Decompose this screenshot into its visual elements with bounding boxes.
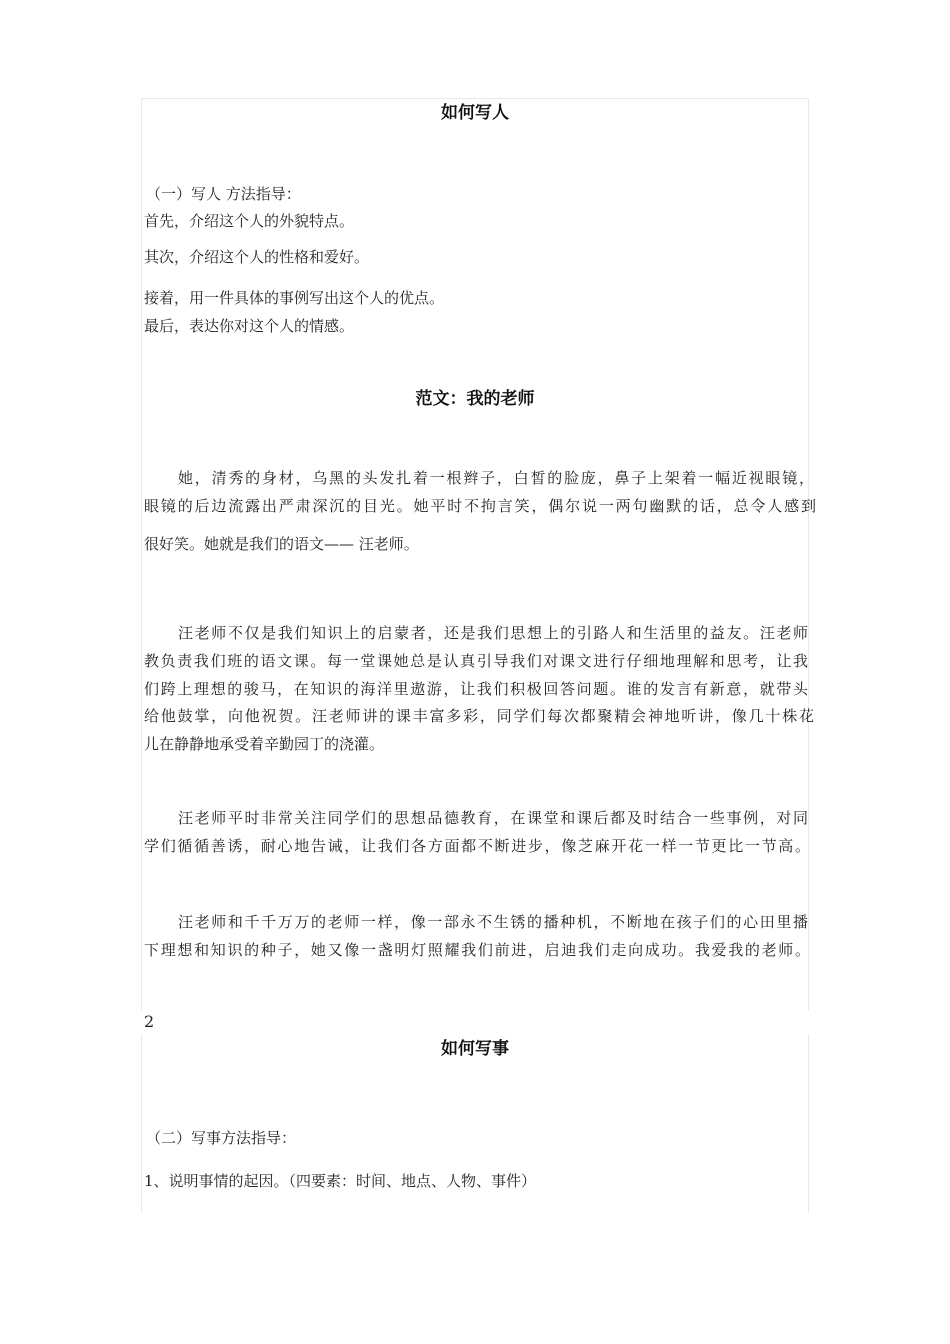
- paragraph-2-line-2: 教负责我们班的语文课。每一堂课她总是认真引导我们对课文进行仔细地理解和思考，让我: [144, 652, 808, 670]
- page-frame-left-2: [141, 1034, 142, 1212]
- sample-title: 范文：我的老师: [415, 389, 535, 409]
- paragraph-1-line-3: 很好笑。她就是我们的语文—— 汪老师。: [144, 535, 419, 553]
- section1-step-4: 最后，表达你对这个人的情感。: [144, 317, 355, 335]
- section1-title: 如何写人: [441, 103, 509, 123]
- paragraph-2-line-5: 儿在静静地承受着辛勤园丁的浇灌。: [144, 735, 385, 753]
- page-frame-right: [808, 98, 809, 1010]
- paragraph-2-line-1: 汪老师不仅是我们知识上的启蒙者，还是我们思想上的引路人和生活里的益友。汪老师: [178, 624, 808, 642]
- paragraph-3-line-1: 汪老师平时非常关注同学们的思想品德教育，在课堂和课后都及时结合一些事例，对同: [178, 809, 808, 827]
- paragraph-1-line-2: 眼镜的后边流露出严肃深沉的目光。她平时不拘言笑，偶尔说一两句幽默的话，总令人感到: [144, 497, 816, 515]
- section2-title: 如何写事: [441, 1039, 509, 1059]
- section1-step-3: 接着，用一件具体的事例写出这个人的优点。: [144, 289, 445, 307]
- paragraph-4-line-1: 汪老师和千千万万的老师一样，像一部永不生锈的播种机，不断地在孩子们的心田里播: [178, 913, 808, 931]
- paragraph-4-line-2: 下理想和知识的种子，她又像一盏明灯照耀我们前进，启迪我们走向成功。我爱我的老师。: [144, 941, 810, 959]
- section1-method-heading: （一）写人 方法指导：: [146, 185, 301, 203]
- page-frame-left: [141, 98, 142, 1010]
- page-frame-top: [141, 98, 809, 99]
- section1-step-2: 其次，介绍这个人的性格和爱好。: [144, 248, 370, 266]
- section1-step-1: 首先，介绍这个人的外貌特点。: [144, 212, 355, 230]
- page-frame-right-2: [808, 1034, 809, 1212]
- page-number: 2: [144, 1012, 155, 1031]
- paragraph-3-line-2: 学们循循善诱，耐心地告诫，让我们各方面都不断进步，像芝麻开花一样一节更比一节高。: [144, 837, 810, 855]
- paragraph-2-line-4: 给他鼓掌，向他祝贺。汪老师讲的课丰富多彩，同学们每次都聚精会神地听讲，像几十株花: [144, 707, 814, 725]
- paragraph-1-line-1: 她，清秀的身材，乌黑的头发扎着一根辫子，白皙的脸庞，鼻子上架着一幅近视眼镜，: [178, 469, 814, 487]
- paragraph-2-line-3: 们跨上理想的骏马，在知识的海洋里遨游，让我们积极回答问题。谁的发言有新意，就带头: [144, 680, 808, 698]
- section2-step-1: 1、说明事情的起因。（四要素：时间、地点、人物、事件）: [144, 1172, 537, 1190]
- section2-method-heading: （二）写事方法指导：: [146, 1129, 297, 1147]
